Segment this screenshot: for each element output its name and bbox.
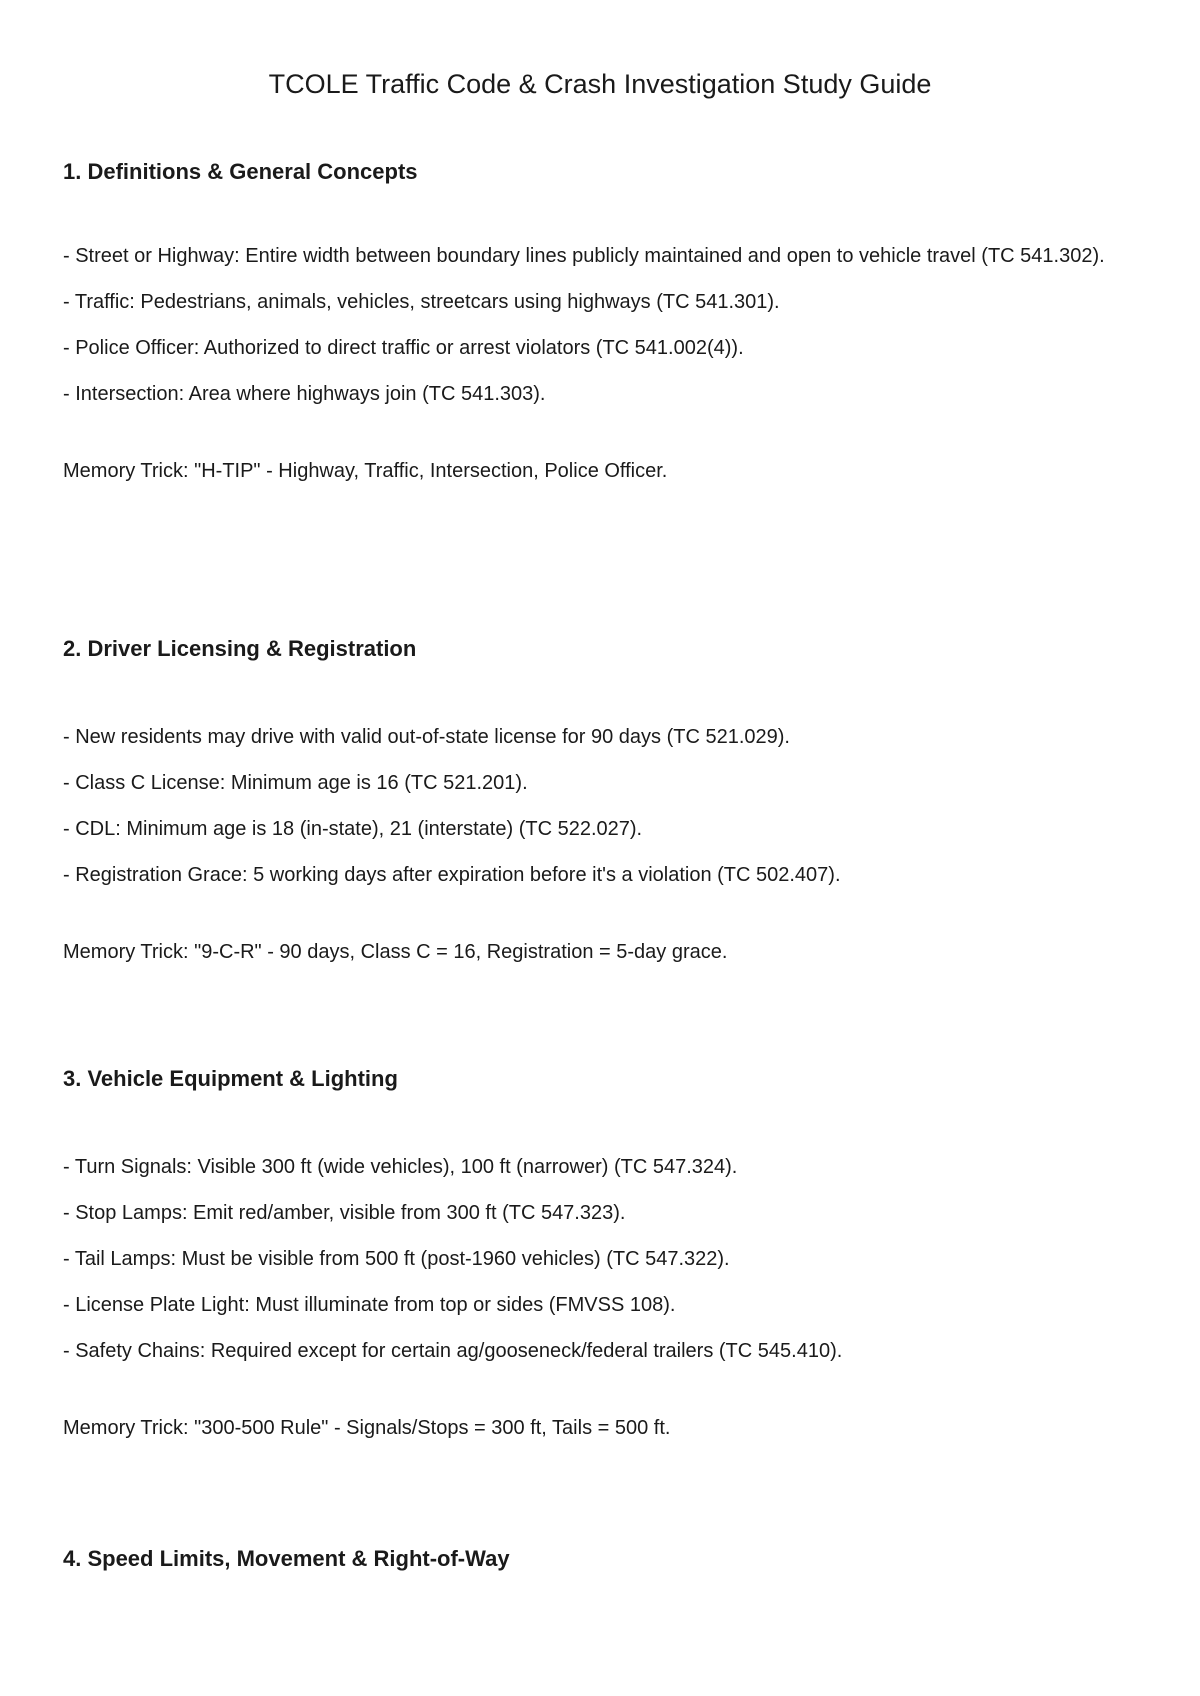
section-list xyxy=(63,1144,1153,1374)
section-heading: 2. Driver Licensing & Registration xyxy=(63,636,417,661)
memory-trick: Memory Trick: "300-500 Rule" - Signals/Stops = 300 ft, Tails = 500 ft. xyxy=(63,1417,671,1439)
list-item: - Registration Grace: 5 working days after expiration before it's a violation (TC 502.407). xyxy=(63,864,841,886)
list-item: - Class C License: Minimum age is 16 (TC 521.201). xyxy=(63,772,528,794)
memory-trick: Memory Trick: "H-TIP" - Highway, Traffic, Intersection, Police Officer. xyxy=(63,460,668,482)
list-item: - Police Officer: Authorized to direct traffic or arrest violators (TC 541.002(4)). xyxy=(63,337,744,359)
list-item: - Safety Chains: Required except for certain ag/gooseneck/federal trailers (TC 545.410). xyxy=(63,1340,843,1362)
section-speed-limits xyxy=(63,1544,1153,1574)
section-heading: 1. Definitions & General Concepts xyxy=(63,159,418,184)
section-list xyxy=(63,237,1153,417)
list-item: - Stop Lamps: Emit red/amber, visible from 300 ft (TC 547.323). xyxy=(63,1202,626,1224)
list-item: - License Plate Light: Must illuminate from top or sides (FMVSS 108). xyxy=(63,1294,676,1316)
section-equipment xyxy=(63,1064,1153,1443)
list-item: - Turn Signals: Visible 300 ft (wide vehicles), 100 ft (narrower) (TC 547.324). xyxy=(63,1156,738,1178)
section-definitions xyxy=(63,157,1153,486)
list-item: - Intersection: Area where highways join (TC 541.303). xyxy=(63,383,546,405)
document-title: TCOLE Traffic Code & Crash Investigation Study Guide xyxy=(268,69,932,99)
list-item: - Street or Highway: Entire width between boundary lines publicly maintained and open to vehicle travel (TC 541.302). xyxy=(63,245,1105,267)
section-list xyxy=(63,714,1153,898)
list-item: - CDL: Minimum age is 18 (in-state), 21 (interstate) (TC 522.027). xyxy=(63,818,643,840)
list-item: - Tail Lamps: Must be visible from 500 ft (post-1960 vehicles) (TC 547.322). xyxy=(63,1248,730,1270)
memory-trick: Memory Trick: "9-C-R" - 90 days, Class C = 16, Registration = 5-day grace. xyxy=(63,941,728,963)
list-item: - Traffic: Pedestrians, animals, vehicles, streetcars using highways (TC 541.301). xyxy=(63,291,780,313)
list-item: - New residents may drive with valid out-of-state license for 90 days (TC 521.029). xyxy=(63,726,790,748)
section-licensing xyxy=(63,634,1153,967)
section-heading: 4. Speed Limits, Movement & Right-of-Way xyxy=(63,1546,510,1571)
section-heading: 3. Vehicle Equipment & Lighting xyxy=(63,1066,398,1091)
